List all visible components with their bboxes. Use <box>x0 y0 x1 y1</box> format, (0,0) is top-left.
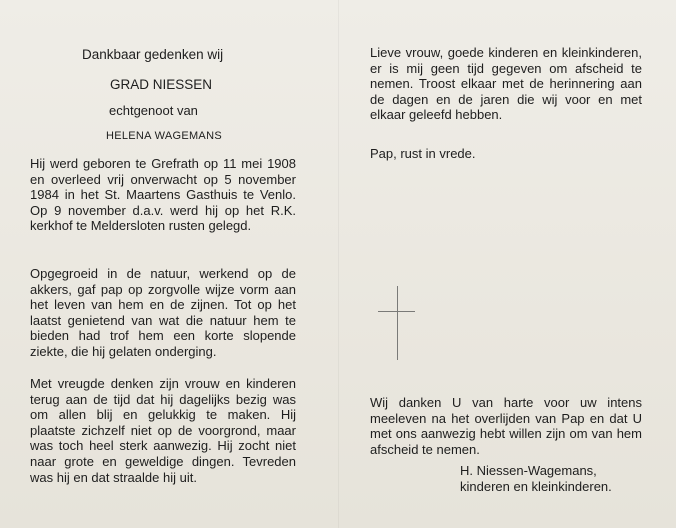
signature-family: kinderen en kleinkinderen. <box>460 479 612 494</box>
life-paragraph: Opgegroeid in de natuur, werkend op de akkers, gaf pap op zorgvolle wijze vorm aan het leven van hem en de zijnen. Tot op het laatst genietend van wat die natuur hem te bieden had trof hem een korte slopende ziekte, die hij gelaten onderging. <box>30 266 296 359</box>
memory-paragraph: Met vreugde denken zijn vrouw en kinderen terug aan de tijd dat hij dagelijks bezig was om allen blij en gelukkig te maken. Hij plaatste zichzelf niet op de voorgrond, maar was toch heel sterk aanwezig. Hij zocht niet naar grote en geweldige dingen. Tevreden was hij en dat straalde hij uit. <box>30 376 296 485</box>
biography-paragraph: Hij werd geboren te Grefrath op 11 mei 1908 en overleed vrij onverwacht op 5 november 1984 in het St. Maartens Gasthuis te Venlo. Op 9 november d.a.v. werd hij op het R.K. kerkhof te Meldersloten rusten gelegd. <box>30 156 296 234</box>
signature-name: H. Niessen-Wagemans, <box>460 463 597 478</box>
card-fold <box>338 0 339 528</box>
deceased-name: GRAD NIESSEN <box>110 77 213 92</box>
spouse-name: HELENA WAGEMANS <box>106 130 222 142</box>
farewell-paragraph: Lieve vrouw, goede kinderen en kleinkinderen, er is mij geen tijd gegeven om afscheid te nemen. Troost elkaar met de herinnering aan de dagen en de jaren die wij voor en met elkaar geleefd hebben. <box>370 45 642 123</box>
thanks-paragraph: Wij danken U van harte voor uw intens meeleven na het overlijden van Pap en dat U met ons aanwezig hebt willen zijn om van hem afscheid te nemen. <box>370 395 642 457</box>
relation-line: echtgenoot van <box>109 103 198 118</box>
rest-in-peace-line: Pap, rust in vrede. <box>370 146 476 161</box>
dedication-line: Dankbaar gedenken wij <box>82 47 224 62</box>
